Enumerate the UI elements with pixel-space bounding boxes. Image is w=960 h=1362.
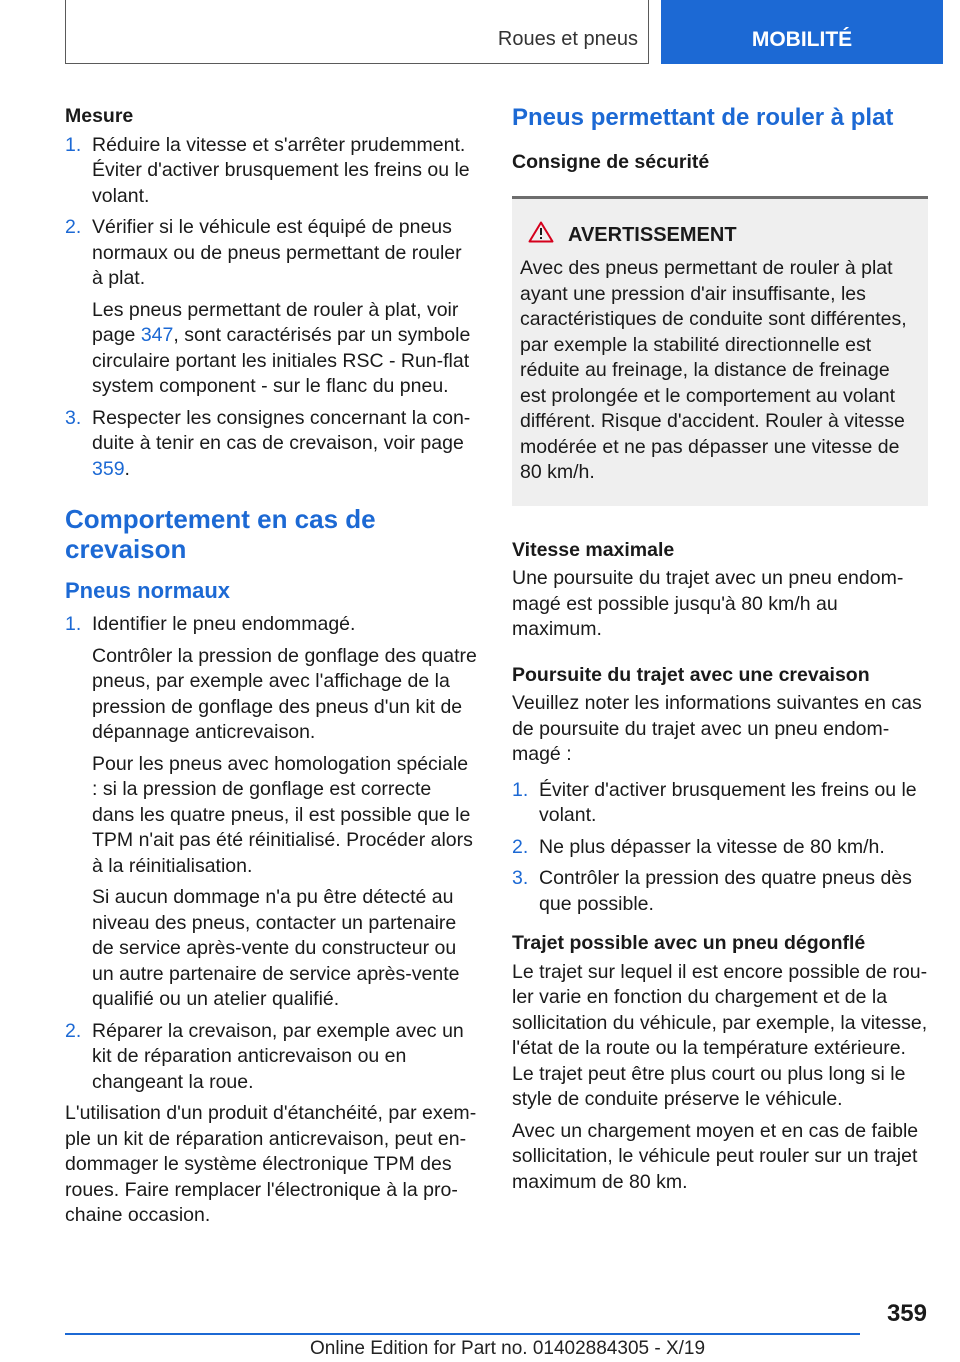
list-item xyxy=(65,1019,477,1096)
normal-tire-steps xyxy=(65,612,477,1095)
left-column xyxy=(65,104,477,1229)
step-text: Identifier le pneu endommagé. xyxy=(92,613,356,635)
footer-divider xyxy=(65,1333,860,1335)
page-number: 359 xyxy=(886,1300,927,1327)
step-text: Éviter d'activer brusquement les freins ou le volant. xyxy=(539,778,917,826)
step-number: 2. xyxy=(65,216,82,238)
header-section-title: Roues et pneus xyxy=(497,28,638,50)
step-number: 2. xyxy=(512,835,529,858)
range-text: Le trajet sur lequel il est encore possible de rouler varie en fonction du chargement et de la sollicitation du véhicule, par exemple, la vitesse, l'état de la route ou la température extérieure. Le trajet peut être plus court ou plus long si le style de conduite préserve le véhicule. xyxy=(512,960,928,1110)
list-item xyxy=(512,866,928,917)
step-number: 2. xyxy=(65,1019,82,1042)
list-item xyxy=(512,778,928,829)
closing-paragraph: L'utilisation d'un produit d'étanchéité, par exemple un kit de réparation anticrevaison, peut endommager le système électronique TPM des roues. Faire remplacer l'électronique à la prochaine occasion. xyxy=(65,1102,477,1226)
text-run: Respecter les consignes concernant la conduite à tenir en cas de crevaison, voir page xyxy=(92,406,471,454)
step-number: 1. xyxy=(65,613,82,635)
vmax-text: Une poursuite du trajet avec un pneu endommagé est possible jusqu'à 80 km/h au maximum. xyxy=(512,567,904,640)
step-text: Ne plus dépasser la vitesse de 80 km/h. xyxy=(539,835,885,858)
right-column xyxy=(512,104,928,1195)
range-block xyxy=(512,931,928,1195)
step-text: Réparer la crevaison, par exemple avec un kit de réparation anticrevaison ou en changeant la roue. xyxy=(92,1019,464,1093)
continue-label: Poursuite du trajet avec une crevaison xyxy=(512,663,870,686)
continue-block xyxy=(512,663,928,918)
step-number: 1. xyxy=(512,778,529,801)
mesure-steps xyxy=(65,133,477,483)
text-run: Les pneus permettant de rouler à plat, voir page xyxy=(92,298,459,346)
step-text: Vérifier si le véhicule est équipé de pneus normaux ou de pneus permettant de rouler à plat. xyxy=(92,216,462,289)
step-text: Pour les pneus avec homologation spéciale : si la pression de gonflage est correcte dans les quatre pneus, il est possible que le TPM n'ait pas été réinitialisé. Procéder alors à la réinitialisation. xyxy=(92,752,473,877)
list-item xyxy=(65,612,477,1013)
page-link-347[interactable]: 347 xyxy=(140,324,174,346)
warning-heading xyxy=(520,221,920,251)
step-text: Réduire la vitesse et s'arrêter prudemment. Éviter d'activer brusquement les freins ou le volant. xyxy=(92,133,470,207)
subsection-heading: Pneus normaux xyxy=(65,578,231,603)
step-text xyxy=(92,406,477,483)
list-item xyxy=(65,406,477,483)
list-item xyxy=(65,215,477,400)
continue-text: Veuillez noter les informations suivantes en cas de poursuite du trajet avec un pneu endommagé : xyxy=(512,692,922,765)
step-text xyxy=(92,298,477,400)
text-run: , sont caractérisés par un symbole circulaire portant les initiales RSC - Run-flat system component - sur le flanc du pneu. xyxy=(92,324,471,397)
safety-label: Consigne de sécurité xyxy=(512,151,710,173)
section-heading: Comportement en cas de crevaison xyxy=(65,504,376,564)
range-text: Avec un chargement moyen et en cas de faible sollicitation, le véhicule peut rouler sur un trajet maximum de 80 km. xyxy=(512,1119,919,1193)
vmax-label: Vitesse maximale xyxy=(512,538,675,561)
vmax-block xyxy=(512,538,928,643)
text-run: . xyxy=(124,457,130,480)
subsection-heading: Pneus permettant de rouler à plat xyxy=(512,104,894,131)
mesure-label: Mesure xyxy=(65,105,134,127)
step-number: 3. xyxy=(512,867,529,889)
header-chapter-tab: MOBILITÉ xyxy=(661,0,943,64)
warning-box xyxy=(512,196,928,506)
footer-edition: Online Edition for Part no. 01402884305 - X/19 xyxy=(310,1338,706,1359)
list-item xyxy=(65,133,477,210)
warning-title: AVERTISSEMENT xyxy=(568,223,737,246)
warning-triangle-icon xyxy=(528,221,554,251)
step-number: 1. xyxy=(65,133,82,156)
step-text: Si aucun dommage n'a pu être détecté au niveau des pneus, contacter un partenaire de service après-vente du constructeur ou un autre partenaire de service après-vente qualifié ou un atelier qualifié. xyxy=(92,886,460,1010)
step-text: Contrôler la pression des quatre pneus dès que possible. xyxy=(539,867,912,915)
step-number: 3. xyxy=(65,406,82,429)
page-link-359[interactable]: 359 xyxy=(92,457,125,480)
list-item xyxy=(512,835,928,861)
range-label: Trajet possible avec un pneu dégonflé xyxy=(512,932,866,954)
step-text: Contrôler la pression de gonflage des quatre pneus, par exemple avec l'affichage de la pression de gonflage des pneus d'un kit de dépannage anticrevaison. xyxy=(92,644,477,743)
warning-text: Avec des pneus permettant de rouler à plat ayant une pression d'air insuffisante, les caractéristiques de conduite sont différentes, par exemple la stabilité directionnelle est réduite au freinage, la distance de freinage est prolongée et le comportement au volant différent. Risque d'accident. Rouler à vitesse modérée et ne pas dépasser une vitesse de 80 km/h. xyxy=(520,257,907,483)
continue-steps xyxy=(512,778,928,918)
